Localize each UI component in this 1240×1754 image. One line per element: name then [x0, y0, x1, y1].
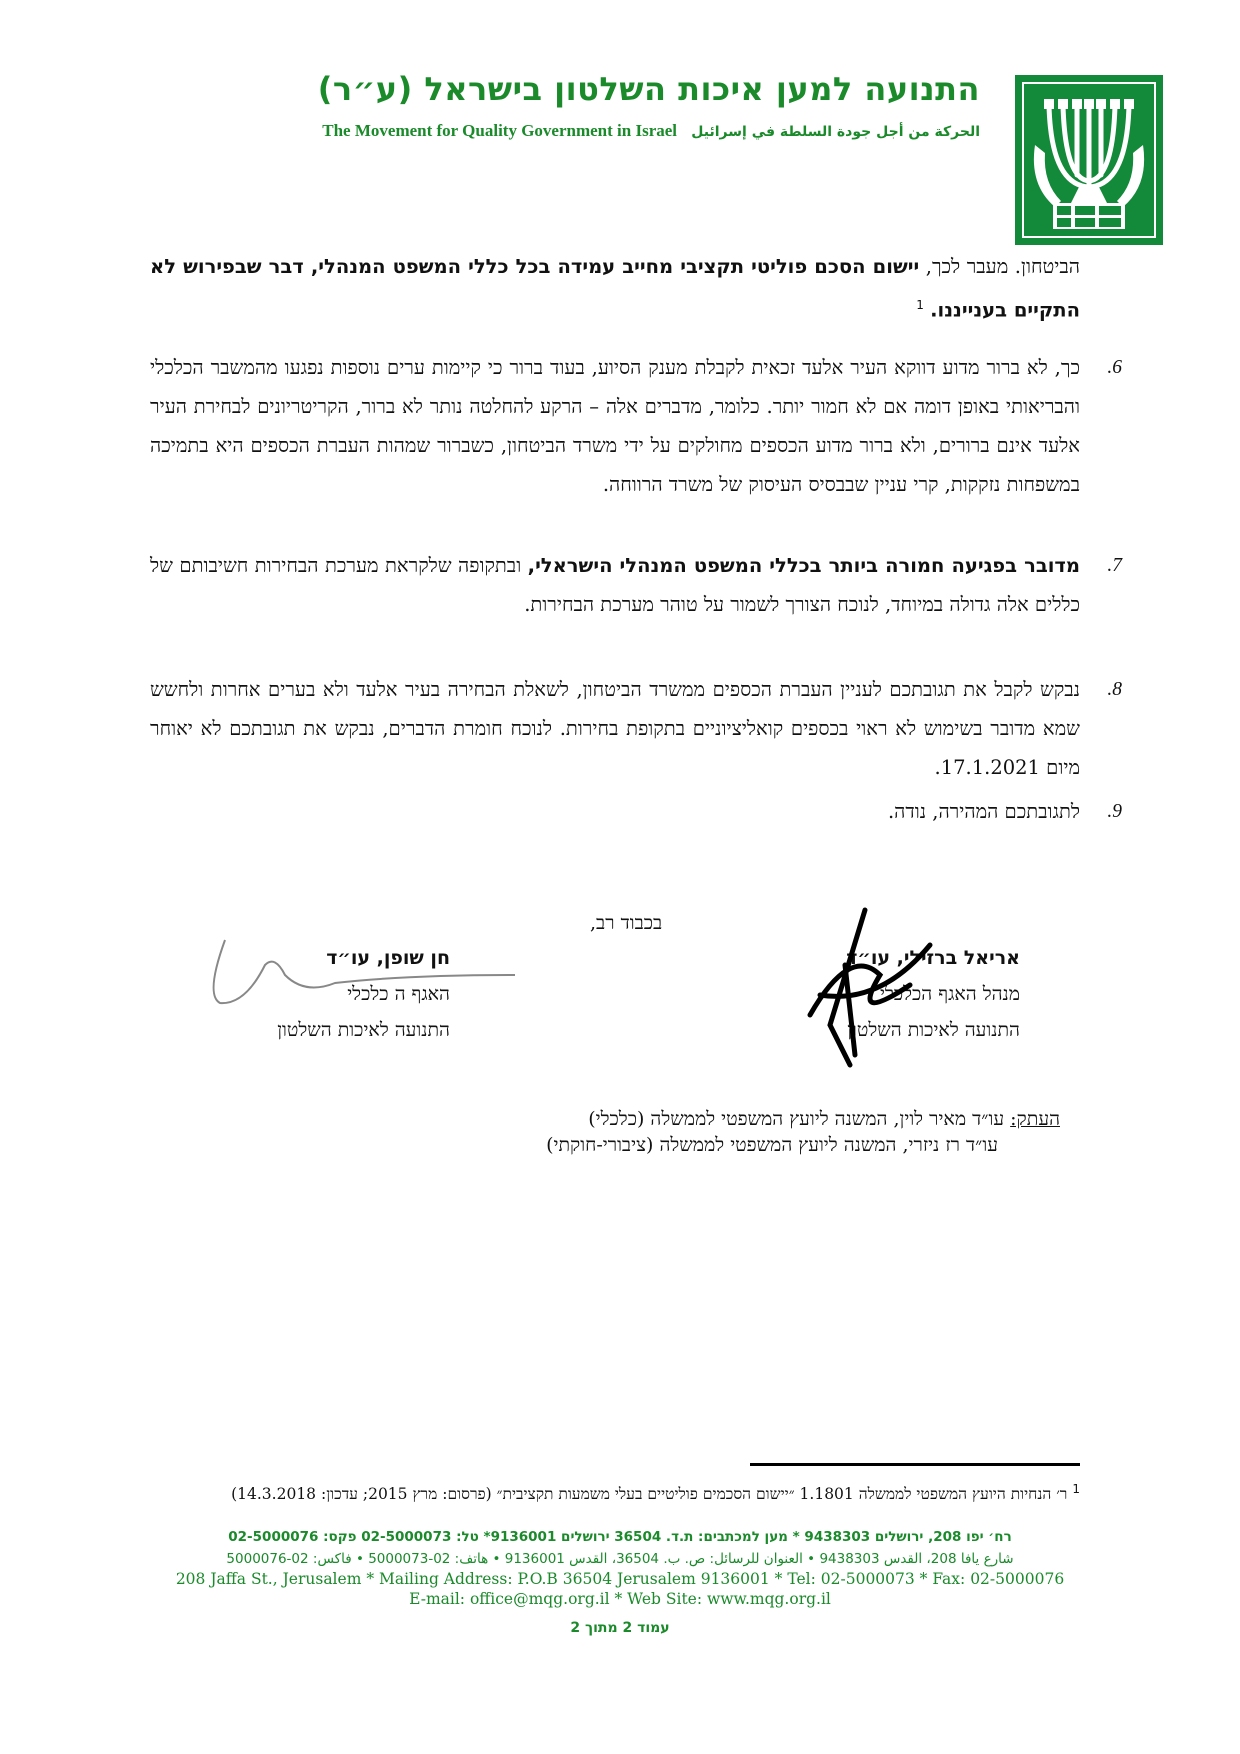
- signature-shofan-icon: [205, 935, 525, 1010]
- item-text: ובתקופה שלקראת מערכת הבחירות חשיבותם של כללים אלה גדולה במיוחד, לנוכח הצורך לשמור על טוהר מערכת הבחירות.: [150, 554, 1080, 616]
- item-text: כך, לא ברור מדוע דווקא העיר אלעד זכאית לקבלת מענק הסיוע, בעוד ברור כי קיימות ערים נוספות נפגעו מהמשבר הכלכלי והבריאותי באופן דומה אם לא חמור יותר. כלומר, מדברים אלה – הרקע להחלטה נותר לא ברור, הקריטריונים לבחירת העיר אלעד אינם ברורים, ולא ברור מדוע הכספים מחולקים על ידי משרד הביטחון, כשברור שמהות העברת הכספים היא בתמיכה במשפחות נזקקות, קרי עניין שבבסיס העיסוק של משרד הרווחה.: [150, 356, 1080, 496]
- cc-label: העתק:: [1010, 1108, 1060, 1130]
- cc-recipient: עו״ד מאיר לוין, המשנה ליועץ המשפטי לממשלה (כלכלי): [588, 1108, 1005, 1130]
- signatory-org: התנועה לאיכות השלטון: [847, 1019, 1020, 1041]
- continuation-paragraph: [150, 247, 1080, 330]
- numbered-item-6: [150, 348, 1122, 504]
- footnote: [150, 1478, 1080, 1505]
- numbered-item-7: [150, 546, 1122, 624]
- salutation: בכבוד רב,: [590, 912, 663, 934]
- item-number: 6.: [1107, 357, 1122, 378]
- footer-english-address: 208 Jaffa St., Jerusalem * Mailing Address: P.O.B 36504 Jerusalem 9136001 * Tel: 02-5000073 * Fax: 02-5000076: [175, 1570, 1065, 1588]
- item-number: 7.: [1107, 555, 1122, 576]
- item-bold-text: מדובר בפגיעה חמורה ביותר בכללי המשפט המנהלי הישראלי,: [527, 554, 1080, 577]
- footer-arabic-address: شارع يافا 208، القدس 9438303 • العنوان للرسائل: ص. ب. 36504، القدس 9136001 • هاتف: 02-5000073 • فاكس: 02-5000076: [226, 1551, 1014, 1567]
- signatory-title: האגף ה כלכלי: [347, 983, 450, 1005]
- cc-block: [546, 1106, 1060, 1158]
- item-number: 8.: [1107, 679, 1122, 700]
- org-name-hebrew: התנועה למען איכות השלטון בישראל (ע״ר): [317, 70, 980, 108]
- footnote-text: ר׳ הנחיות היועץ המשפטי לממשלה 1.1801 ״יישום הסכמים פוליטיים בעלי משמעות תקציבית״ (פרסום: מרץ 2015; עדכון: 14.3.2018): [231, 1485, 1068, 1504]
- signatory-name: חן שופן, עו״ד: [326, 947, 450, 969]
- signatory-name: אריאל ברזילי, עו״ד: [846, 947, 1020, 969]
- numbered-item-9: [150, 792, 1122, 831]
- page-number: עמוד 2 מתוך 2: [570, 1620, 670, 1636]
- footer-hebrew-address: רח׳ יפו 208, ירושלים 9438303 * מען למכתבים: ת.ד. 36504 ירושלים 9136001* טל: 02-5000073 פקס: 02-5000076: [228, 1529, 1012, 1545]
- signatory-title: מנהל האגף הכלכלי: [879, 983, 1020, 1005]
- cc-recipient: עו״ד רז ניזרי, המשנה ליועץ המשפטי לממשלה (ציבורי-חוקתי): [546, 1134, 998, 1156]
- org-name-arabic: الحركة من أجل جودة السلطة في إسرائيل: [691, 124, 980, 140]
- footnote-divider: [750, 1463, 1080, 1466]
- item-text: נבקש לקבל את תגובתכם לעניין העברת הכספים ממשרד הביטחון, לשאלת הבחירה בעיר אלעד ולא בערים אחרות ולחשש שמא מדובר בשימוש לא ראוי בכספים קואליציוניים בתקופת בחירות. לנוכח חומרת הדברים, נבקש את תגובתכם לא יאוחר מיום 17.1.2021.: [150, 678, 1080, 779]
- footnote-ref: 1: [916, 298, 924, 312]
- footnote-number: 1: [1072, 1482, 1080, 1496]
- numbered-item-8: [150, 670, 1122, 787]
- org-name-english: The Movement for Quality Government in Israel: [322, 121, 678, 140]
- signatory-org: התנועה לאיכות השלטון: [277, 1019, 450, 1041]
- signature-barzilai-icon: [790, 905, 940, 1070]
- org-name-subtitle: [322, 121, 980, 141]
- menorah-hands-logo-icon: [1015, 75, 1163, 245]
- paragraph-text: הביטחון. מעבר לכך,: [919, 255, 1080, 278]
- item-number: 9.: [1107, 801, 1122, 822]
- paragraph-bold-text: יישום הסכם פוליטי תקציבי מחייב עמידה בכל כללי המשפט המנהלי, דבר שבפירוש לא התקיים בענייננו.: [150, 255, 1080, 322]
- item-text: לתגובתכם המהירה, נודה.: [887, 800, 1080, 823]
- footer-contact-web: E-mail: office@mqg.org.il * Web Site: www.mqg.org.il: [409, 1590, 831, 1608]
